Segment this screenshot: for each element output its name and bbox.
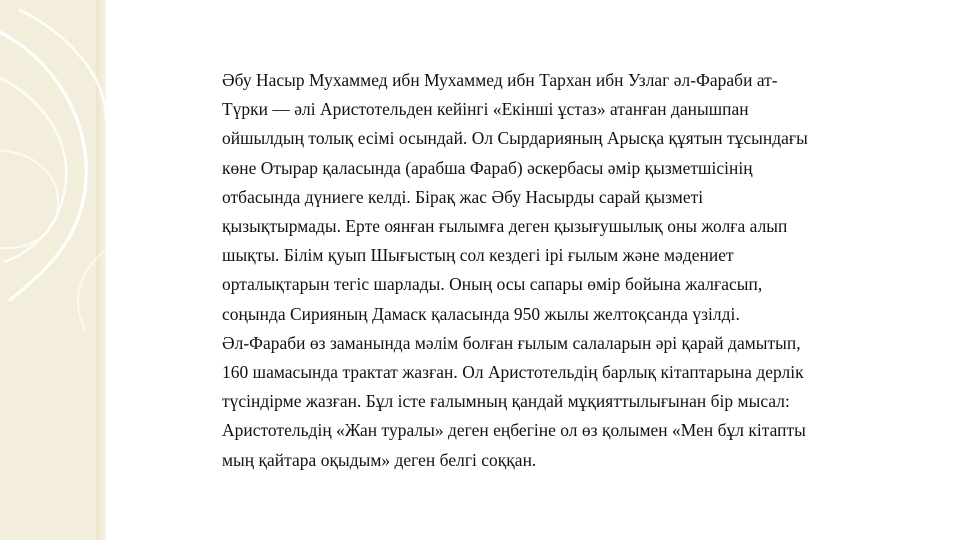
text-line: мың қайтара оқыдым» деген белгі соққан. [222, 449, 537, 470]
decorative-side-panel [0, 0, 106, 540]
text-line: шықты. Білім қуып Шығыстың сол кездегі ірі ғылым және мәдениет [222, 245, 734, 266]
text-line: орталықтарын тегіс шарлады. Оның осы сапары өмір бойына жалғасып, [222, 274, 763, 295]
text-line: Түрки — әлі Аристотельден кейінгі «Екінші ұстаз» атанған данышпан [222, 99, 749, 120]
text-line: Әбу Насыр Мухаммед ибн Мухаммед ибн Тархан ибн Узлаг әл-Фараби ат- [222, 70, 778, 90]
text-line: Аристотельдің «Жан туралы» деген еңбегіне ол өз қолымен «Мен бұл кітапты [222, 420, 806, 441]
text-line: ойшылдың толық есімі осындай. Ол Сырдарияның Арысқа құятын тұсындағы [222, 128, 808, 149]
text-line: Әл-Фараби өз заманында мәлім болған ғылым салаларын әрі қарай дамытып, [222, 332, 801, 353]
body-text [222, 66, 912, 475]
text-line: отбасында дүниеге келді. Бірақ жас Әбу Насырды сарай қызметі [222, 186, 704, 207]
text-line: көне Отырар қаласында (арабша Фараб) әскербасы әмір қызметшісінің [222, 157, 753, 178]
text-line: 160 шамасында трактат жазған. Ол Аристотельдің барлық кітаптарына дерлік [222, 362, 804, 383]
text-line: соңында Сирияның Дамаск қаласында 950 жылы желтоқсанда үзілді. [222, 303, 740, 324]
text-line: қызықтырмады. Ерте оянған ғылымға деген қызығушылық оны жолға алып [222, 216, 788, 237]
text-line: түсіндірме жазған. Бұл істе ғалымның қандай мұқияттылығынан бір мысал: [222, 391, 790, 412]
swirl-ornament-icon [0, 0, 106, 540]
